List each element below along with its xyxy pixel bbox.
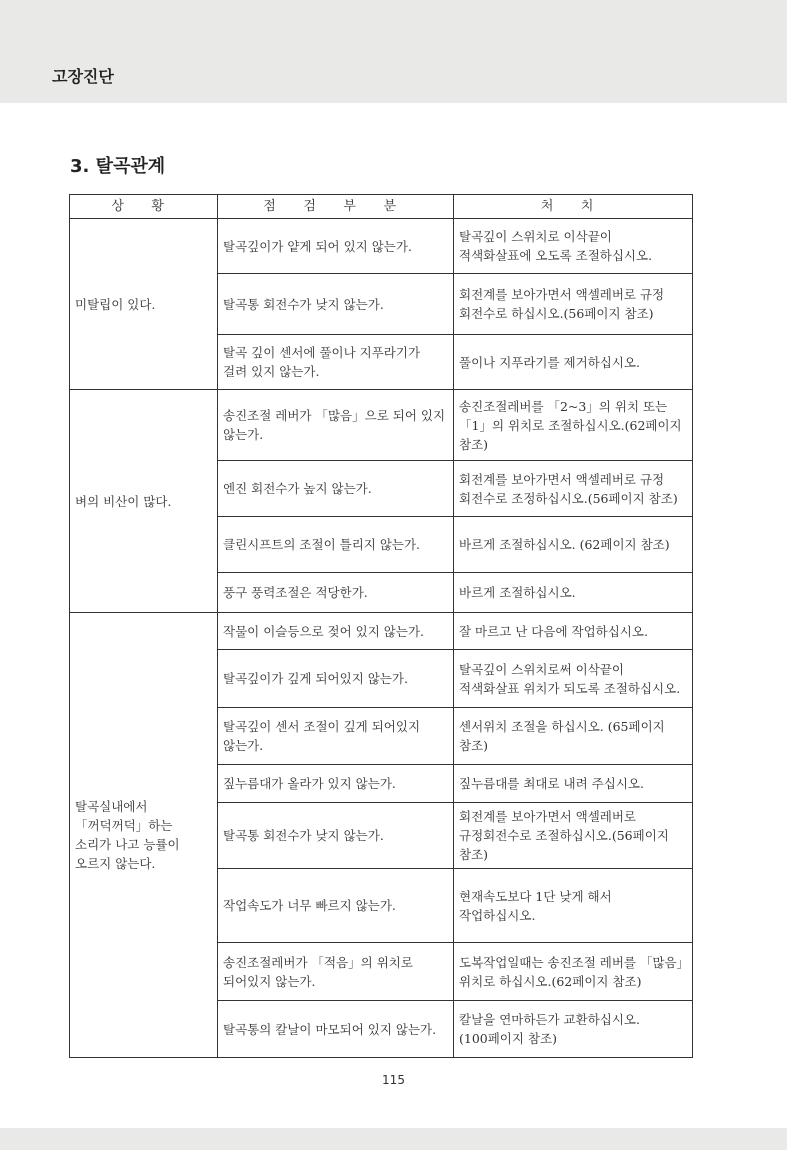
situation-cell: 탈곡실내에서 「꺼덕꺼덕」하는 소리가 나고 능률이 오르지 않는다. [70, 613, 218, 1058]
header-band [0, 0, 787, 103]
check-cell: 탈곡통 회전수가 낮지 않는가. [218, 274, 454, 335]
action-cell: 송진조절레버를 「2~3」의 위치 또는 「1」의 위치로 조절하십시오.(62페이지 참조) [454, 390, 693, 461]
check-cell: 송진조절레버가 「적음」의 위치로 되어있지 않는가. [218, 943, 454, 1001]
action-cell: 도복작업일때는 송진조절 레버를 「많음」위치로 하십시오.(62페이지 참조) [454, 943, 693, 1001]
column-header-action: 처 치 [454, 195, 693, 219]
footer-band [0, 1128, 787, 1150]
table-row [70, 390, 693, 461]
check-cell: 송진조절 레버가 「많음」으로 되어 있지 않는가. [218, 390, 454, 461]
section-title: 3. 탈곡관계 [70, 156, 166, 177]
action-cell: 회전계를 보아가면서 액셀레버로 규정회전수로 조절하십시오.(56페이지 참조) [454, 803, 693, 869]
action-cell: 회전계를 보아가면서 액셀레버로 규정 회전수로 하십시오.(56페이지 참조) [454, 274, 693, 335]
table-header-row [70, 195, 693, 219]
action-cell: 회전계를 보아가면서 액셀레버로 규정 회전수로 조정하십시오.(56페이지 참조) [454, 461, 693, 517]
action-cell: 탈곡깊이 스위치로써 이삭끝이 적색화살표 위치가 되도록 조절하십시오. [454, 650, 693, 708]
check-cell: 탈곡깊이가 얕게 되어 있지 않는가. [218, 219, 454, 274]
check-cell: 짚누름대가 올라가 있지 않는가. [218, 765, 454, 803]
action-cell: 센서위치 조절을 하십시오. (65페이지 참조) [454, 708, 693, 765]
action-cell: 바르게 조절하십시오. (62페이지 참조) [454, 517, 693, 573]
action-cell: 현재속도보다 1단 낮게 해서 작업하십시오. [454, 869, 693, 943]
check-cell: 엔진 회전수가 높지 않는가. [218, 461, 454, 517]
check-cell: 탈곡깊이 센서 조절이 깊게 되어있지 않는가. [218, 708, 454, 765]
action-cell: 탈곡깊이 스위치로 이삭끝이 적색화살표에 오도록 조절하십시오. [454, 219, 693, 274]
table-row [70, 219, 693, 274]
check-cell: 작물이 이슬등으로 젖어 있지 않는가. [218, 613, 454, 650]
check-cell: 작업속도가 너무 빠르지 않는가. [218, 869, 454, 943]
check-cell: 클린시프트의 조절이 틀리지 않는가. [218, 517, 454, 573]
action-cell: 칼날을 연마하든가 교환하십시오. (100페이지 참조) [454, 1001, 693, 1058]
action-cell: 잘 마르고 난 다음에 작업하십시오. [454, 613, 693, 650]
check-cell: 탈곡 깊이 센서에 풀이나 지푸라기가 걸려 있지 않는가. [218, 335, 454, 390]
chapter-title: 고장진단 [52, 67, 114, 86]
action-cell: 바르게 조절하십시오. [454, 573, 693, 613]
situation-cell: 벼의 비산이 많다. [70, 390, 218, 613]
column-header-situation: 상 황 [70, 195, 218, 219]
check-cell: 탈곡통 회전수가 낮지 않는가. [218, 803, 454, 869]
check-cell: 탈곡깊이가 깊게 되어있지 않는가. [218, 650, 454, 708]
check-cell: 풍구 풍력조절은 적당한가. [218, 573, 454, 613]
check-cell: 탈곡통의 칼날이 마모되어 있지 않는가. [218, 1001, 454, 1058]
table-row [70, 613, 693, 650]
action-cell: 짚누름대를 최대로 내려 주십시오. [454, 765, 693, 803]
page-number: 115 [382, 1073, 405, 1087]
column-header-check: 점 검 부 분 [218, 195, 454, 219]
situation-cell: 미탈립이 있다. [70, 219, 218, 390]
action-cell: 풀이나 지푸라기를 제거하십시오. [454, 335, 693, 390]
diagnosis-table [69, 194, 693, 1058]
